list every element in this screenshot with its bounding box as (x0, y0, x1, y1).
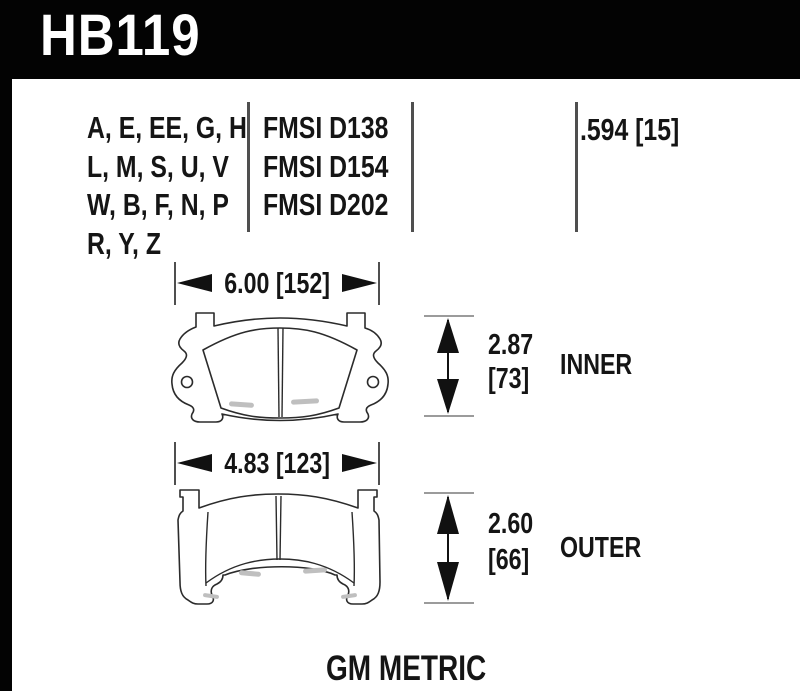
compound-row: L, M, S, U, V (87, 148, 229, 184)
compound-row: R, Y, Z (87, 225, 161, 261)
arrow-up-icon (437, 495, 459, 534)
outer-height-mm: [66] (488, 544, 530, 576)
inner-pad-drawing (167, 310, 393, 426)
fmsi-row: FMSI D138 (263, 110, 389, 145)
compound-letters-column (87, 109, 287, 263)
part-number (40, 3, 222, 68)
table-divider-3 (575, 102, 578, 232)
compound-row: A, E, EE, G, H (87, 110, 247, 145)
outer-pad-drawing (167, 487, 393, 613)
part-number-text: HB119 (40, 3, 201, 68)
inner-pad-hole-left (182, 377, 193, 388)
inner-pad-label: INNER (560, 349, 633, 381)
arrow-up-icon (437, 318, 459, 353)
fmsi-column (263, 109, 420, 225)
table-divider-1 (247, 102, 250, 232)
inner-height-dimension (422, 312, 476, 420)
inner-pad-friction-material (203, 328, 357, 418)
inner-pad-hole-right (368, 377, 379, 388)
left-edge-bar (0, 0, 12, 691)
outer-width-dim-text: 4.83 [123] (224, 448, 330, 480)
arrow-down-icon (437, 379, 459, 414)
inner-height-mm: [73] (488, 363, 530, 395)
inner-height-in: 2.87 (488, 329, 534, 361)
outer-pad-body (178, 490, 380, 604)
pad-thickness-value: .594 [15] (580, 112, 680, 147)
outer-pad-label: OUTER (560, 532, 642, 564)
application-name: GM METRIC (325, 649, 487, 688)
arrow-down-icon (437, 562, 459, 601)
table-divider-2 (411, 102, 414, 232)
outer-height-in: 2.60 (488, 508, 534, 540)
fmsi-row: FMSI D154 (263, 148, 389, 184)
inner-width-dim-text: 6.00 [152] (224, 268, 330, 300)
compound-row: W, B, F, N, P (87, 187, 229, 222)
outer-height-dimension (422, 489, 476, 607)
fmsi-row: FMSI D202 (263, 187, 389, 222)
